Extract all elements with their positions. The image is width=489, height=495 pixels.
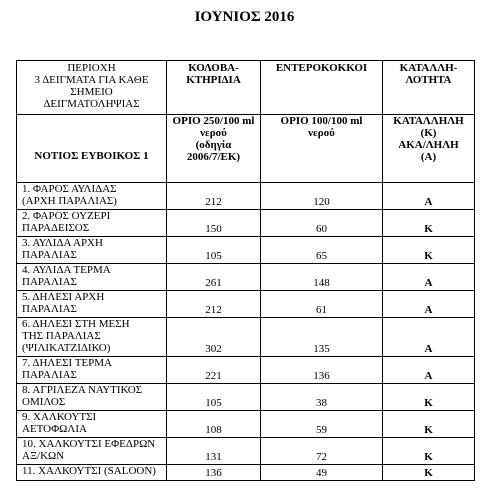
enterococci-value: 120 [261, 183, 383, 210]
site-name-line: 10. ΧΑΛΚΟΥΤΣΙ ΕΦΕΔΡΩΝ [22, 438, 156, 450]
class-value: Α [383, 291, 475, 318]
class-value: Α [383, 264, 475, 291]
site-name [17, 318, 167, 357]
coliform-limit-line: 2006/7/ΕΚ) [186, 151, 241, 163]
class-value: Κ [383, 411, 475, 438]
enterococci-value: 49 [261, 465, 383, 481]
region-label: ΝΟΤΙΟΣ ΕΥΒΟΙΚΟΣ 1 [17, 115, 167, 183]
site-name-line: 9. ΧΑΛΚΟΥΤΣΙ [22, 411, 97, 423]
site-name [17, 357, 167, 384]
coliform-limit [167, 115, 261, 183]
enterococci-value: 60 [261, 210, 383, 237]
site-name [17, 237, 167, 264]
enterococci-limit [261, 115, 383, 183]
site-name-line: ΟΜΙΛΟΣ [22, 396, 66, 408]
coliform-header-line: ΚΤΗΡΙΔΙΑ [186, 74, 241, 86]
table-row [17, 237, 475, 264]
site-name [17, 411, 167, 438]
area-header-line: 3 ΔΕΙΓΜΑΤΑ ΓΙΑ ΚΑΘΕ [34, 74, 149, 86]
coliform-value: 108 [167, 411, 261, 438]
coliform-value: 105 [167, 237, 261, 264]
coliform-limit-line: ΟΡΙΟ 250/100 ml [172, 115, 255, 127]
site-name [17, 183, 167, 210]
enterococci-value: 59 [261, 411, 383, 438]
table-row [17, 318, 475, 357]
class-header [383, 61, 475, 115]
area-header-line: ΔΕΙΓΜΑΤΟΛΗΨΙΑΣ [43, 98, 140, 110]
table-row [17, 411, 475, 438]
site-name-line: 8. ΑΓΡΙΛΕΖΑ ΝΑΥΤΙΚΟΣ [22, 384, 143, 396]
table-row [17, 264, 475, 291]
coliform-value: 212 [167, 291, 261, 318]
class-value: Κ [383, 210, 475, 237]
coliform-limit-line: νερού [200, 127, 227, 139]
site-name [17, 465, 167, 481]
site-name-line: 4. ΑΥΛΙΔΑ ΤΕΡΜΑ [22, 264, 111, 276]
site-name-line: (ΑΡΧΗ ΠΑΡΑΛΙΑΣ) [22, 195, 117, 207]
site-name-line: 3. ΑΥΛΙΔΑ ΑΡΧΗ [22, 237, 103, 249]
table-row [17, 465, 475, 481]
enterococci-value: 136 [261, 357, 383, 384]
table-body [17, 183, 475, 481]
site-name [17, 438, 167, 465]
page-title: ΙΟΥΝΙΟΣ 2016 [194, 9, 295, 25]
coliform-header [167, 61, 261, 115]
site-name-line: ΠΑΡΑΔΕΙΣΟΣ [22, 222, 90, 234]
area-header [17, 61, 167, 115]
site-name-line: ΠΑΡΑΛΙΑΣ [22, 369, 77, 381]
enterococci-value: 61 [261, 291, 383, 318]
enterococci-header [261, 61, 383, 115]
site-name-line: ΠΑΡΑΛΙΑΣ [22, 249, 77, 261]
enterococci-value: 72 [261, 438, 383, 465]
coliform-value: 131 [167, 438, 261, 465]
class-value: Κ [383, 465, 475, 481]
site-name [17, 384, 167, 411]
enterococci-value: 148 [261, 264, 383, 291]
table-row [17, 291, 475, 318]
site-name-line: ΑΞ/ΚΩΝ [22, 450, 65, 462]
site-name-line: 11. ΧΑΛΚΟΥΤΣΙ (SALOON) [22, 465, 156, 477]
enterococci-value: 65 [261, 237, 383, 264]
class-header-line: ΛΟΤΗΤΑ [405, 74, 452, 86]
class-value: Κ [383, 237, 475, 264]
table-row [17, 183, 475, 210]
site-name-line: 7. ΔΗΛΕΣΙ ΤΕΡΜΑ [22, 357, 113, 369]
coliform-value: 302 [167, 318, 261, 357]
coliform-limit-line: (οδηγία [195, 139, 232, 151]
coliform-value: 105 [167, 384, 261, 411]
enterococci-header-text: ΕΝΤΕΡΟΚΟΚΚΟΙ [275, 62, 368, 74]
coliform-value: 212 [167, 183, 261, 210]
class-legend-line: ΑΚΑ/ΛΗΛΗ [398, 139, 459, 151]
site-name-line: ΑΕΤΟΦΩΛΙΑ [22, 423, 87, 435]
results-table [16, 60, 475, 481]
enterococci-value: 38 [261, 384, 383, 411]
site-name [17, 210, 167, 237]
class-value: Κ [383, 438, 475, 465]
site-name-line: 5. ΔΗΛΕΣΙ ΑΡΧΗ [22, 291, 105, 303]
enterococci-limit-line: ΟΡΙΟ 100/100 ml [280, 115, 363, 127]
table-row [17, 210, 475, 237]
site-name-line: ΤΗΣ ΠΑΡΑΛΙΑΣ [22, 330, 101, 342]
coliform-value: 261 [167, 264, 261, 291]
coliform-header-line: ΚΟΛΟΒΑ- [188, 62, 239, 74]
site-name-line: ΠΑΡΑΛΙΑΣ [22, 276, 77, 288]
class-legend-line: (Α) [420, 151, 437, 163]
class-value: Α [383, 318, 475, 357]
header-row [17, 61, 475, 115]
table-row [17, 357, 475, 384]
coliform-value: 150 [167, 210, 261, 237]
limits-row [17, 115, 475, 183]
class-value: Κ [383, 384, 475, 411]
site-name-line: 1. ΦΑΡΟΣ ΑΥΛΙΔΑΣ [22, 183, 117, 195]
table-row [17, 438, 475, 465]
class-legend-line: (Κ) [420, 127, 437, 139]
area-header-line: ΠΕΡΙΟΧΗ [67, 62, 116, 74]
table-row [17, 384, 475, 411]
enterococci-limit-line: νερού [308, 127, 335, 139]
site-name-line: 6. ΔΗΛΕΣΙ ΣΤΗ ΜΕΣΗ [22, 318, 130, 330]
class-value: Α [383, 357, 475, 384]
class-legend-line: ΚΑΤΑΛΛΗΛΗ [393, 115, 464, 127]
class-value: Α [383, 183, 475, 210]
class-header-line: ΚΑΤΑΛΛΗ- [399, 62, 458, 74]
area-header-line: ΣΗΜΕΙΟ [70, 86, 113, 98]
enterococci-value: 135 [261, 318, 383, 357]
site-name [17, 264, 167, 291]
site-name-line: (ΨΙΛΙΚΑΤΖΙΔΙΚΟ) [22, 342, 111, 354]
site-name-line: ΠΑΡΑΛΙΑΣ [22, 303, 77, 315]
site-name [17, 291, 167, 318]
coliform-value: 136 [167, 465, 261, 481]
class-legend [383, 115, 475, 183]
site-name-line: 2. ΦΑΡΟΣ ΟΥΖΕΡΙ [22, 210, 111, 222]
coliform-value: 221 [167, 357, 261, 384]
